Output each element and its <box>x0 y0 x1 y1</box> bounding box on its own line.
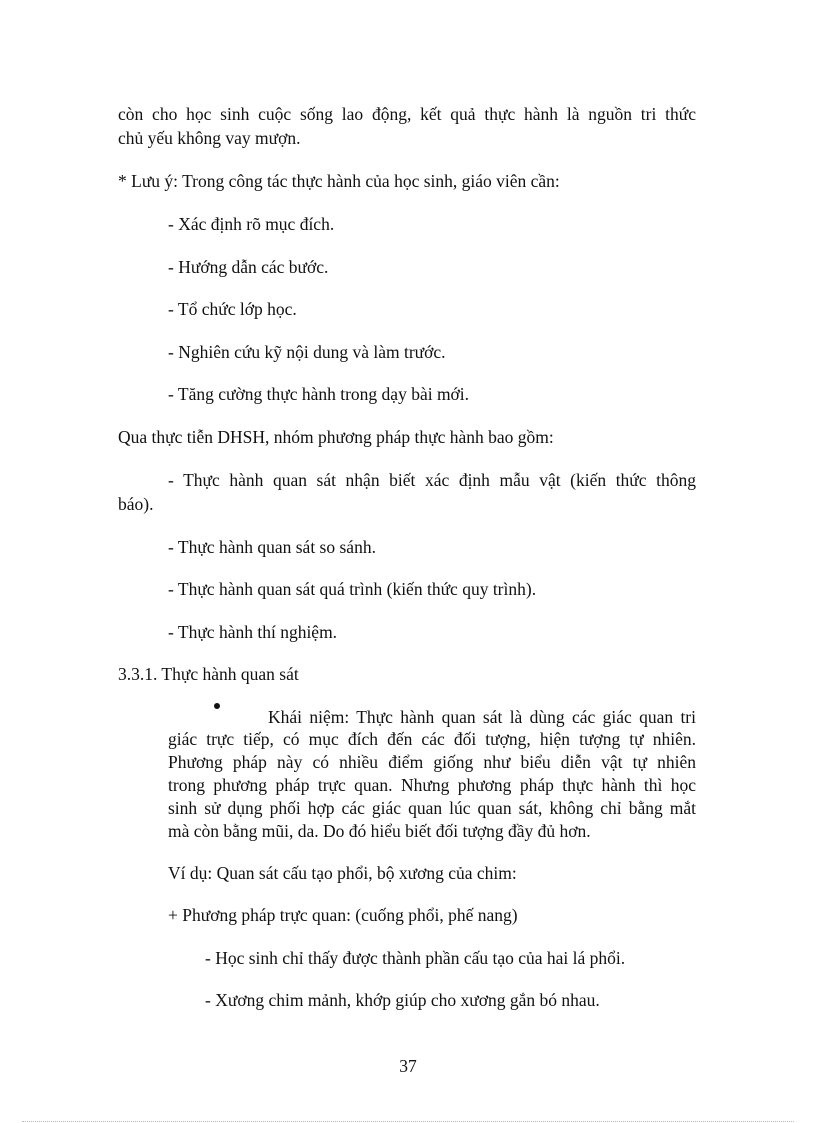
concept-line: trong phương pháp trực quan. Nhưng phương pháp thực hành thì học <box>168 775 696 795</box>
example-line: Ví dụ: Quan sát cấu tạo phổi, bộ xương của chim: <box>168 863 517 883</box>
bullet-icon <box>214 703 220 709</box>
intro-line-2: chủ yếu không vay mượn. <box>118 128 301 148</box>
concept-line: mà còn bằng mũi, da. Do đó hiểu biết đối tượng đầy đủ hơn. <box>168 821 591 841</box>
concept-line: Khái niệm: Thực hành quan sát là dùng các giác quan tri <box>268 707 696 727</box>
note-item: - Tăng cường thực hành trong dạy bài mới. <box>168 384 470 404</box>
concept-line: giác trực tiếp, có mục đích đến các đối tượng, hiện tượng tự nhiên. <box>168 729 696 749</box>
methods-item-1-line-2: báo). <box>118 494 154 514</box>
page-number: 37 <box>399 1056 417 1076</box>
note-item: - Nghiên cứu kỹ nội dung và làm trước. <box>168 342 446 362</box>
methods-item-1-line-1: - Thực hành quan sát nhận biết xác định mẫu vật (kiến thức thông <box>168 470 696 490</box>
note-item: - Tổ chức lớp học. <box>168 299 297 319</box>
note-item: - Xác định rõ mục đích. <box>168 214 335 234</box>
methods-intro: Qua thực tiễn DHSH, nhóm phương pháp thực hành bao gồm: <box>118 427 554 447</box>
methods-item-2: - Thực hành quan sát so sánh. <box>168 537 376 557</box>
concept-line: Phương pháp này có nhiều điểm giống như biểu diễn vật tự nhiên <box>168 752 696 772</box>
methods-item-3: - Thực hành quan sát quá trình (kiến thức quy trình). <box>168 579 537 599</box>
intro-line-1: còn cho học sinh cuộc sống lao động, kết quả thực hành là nguồn tri thức <box>118 104 696 124</box>
note-item: - Hướng dẫn các bước. <box>168 257 329 277</box>
concept-line: sinh sử dụng phối hợp các giác quan lúc quan sát, không chỉ bằng mắt <box>168 798 696 818</box>
page-bottom-divider <box>22 1121 794 1122</box>
sub-item: - Xương chim mảnh, khớp giúp cho xương gắn bó nhau. <box>205 990 600 1010</box>
sub-item: - Học sinh chỉ thấy được thành phần cấu tạo của hai lá phổi. <box>205 948 626 968</box>
section-heading: 3.3.1. Thực hành quan sát <box>118 664 299 684</box>
note-heading: * Lưu ý: Trong công tác thực hành của học sinh, giáo viên cần: <box>118 171 560 191</box>
method-line: + Phương pháp trực quan: (cuống phổi, phế nang) <box>168 905 518 925</box>
methods-item-4: - Thực hành thí nghiệm. <box>168 622 338 642</box>
